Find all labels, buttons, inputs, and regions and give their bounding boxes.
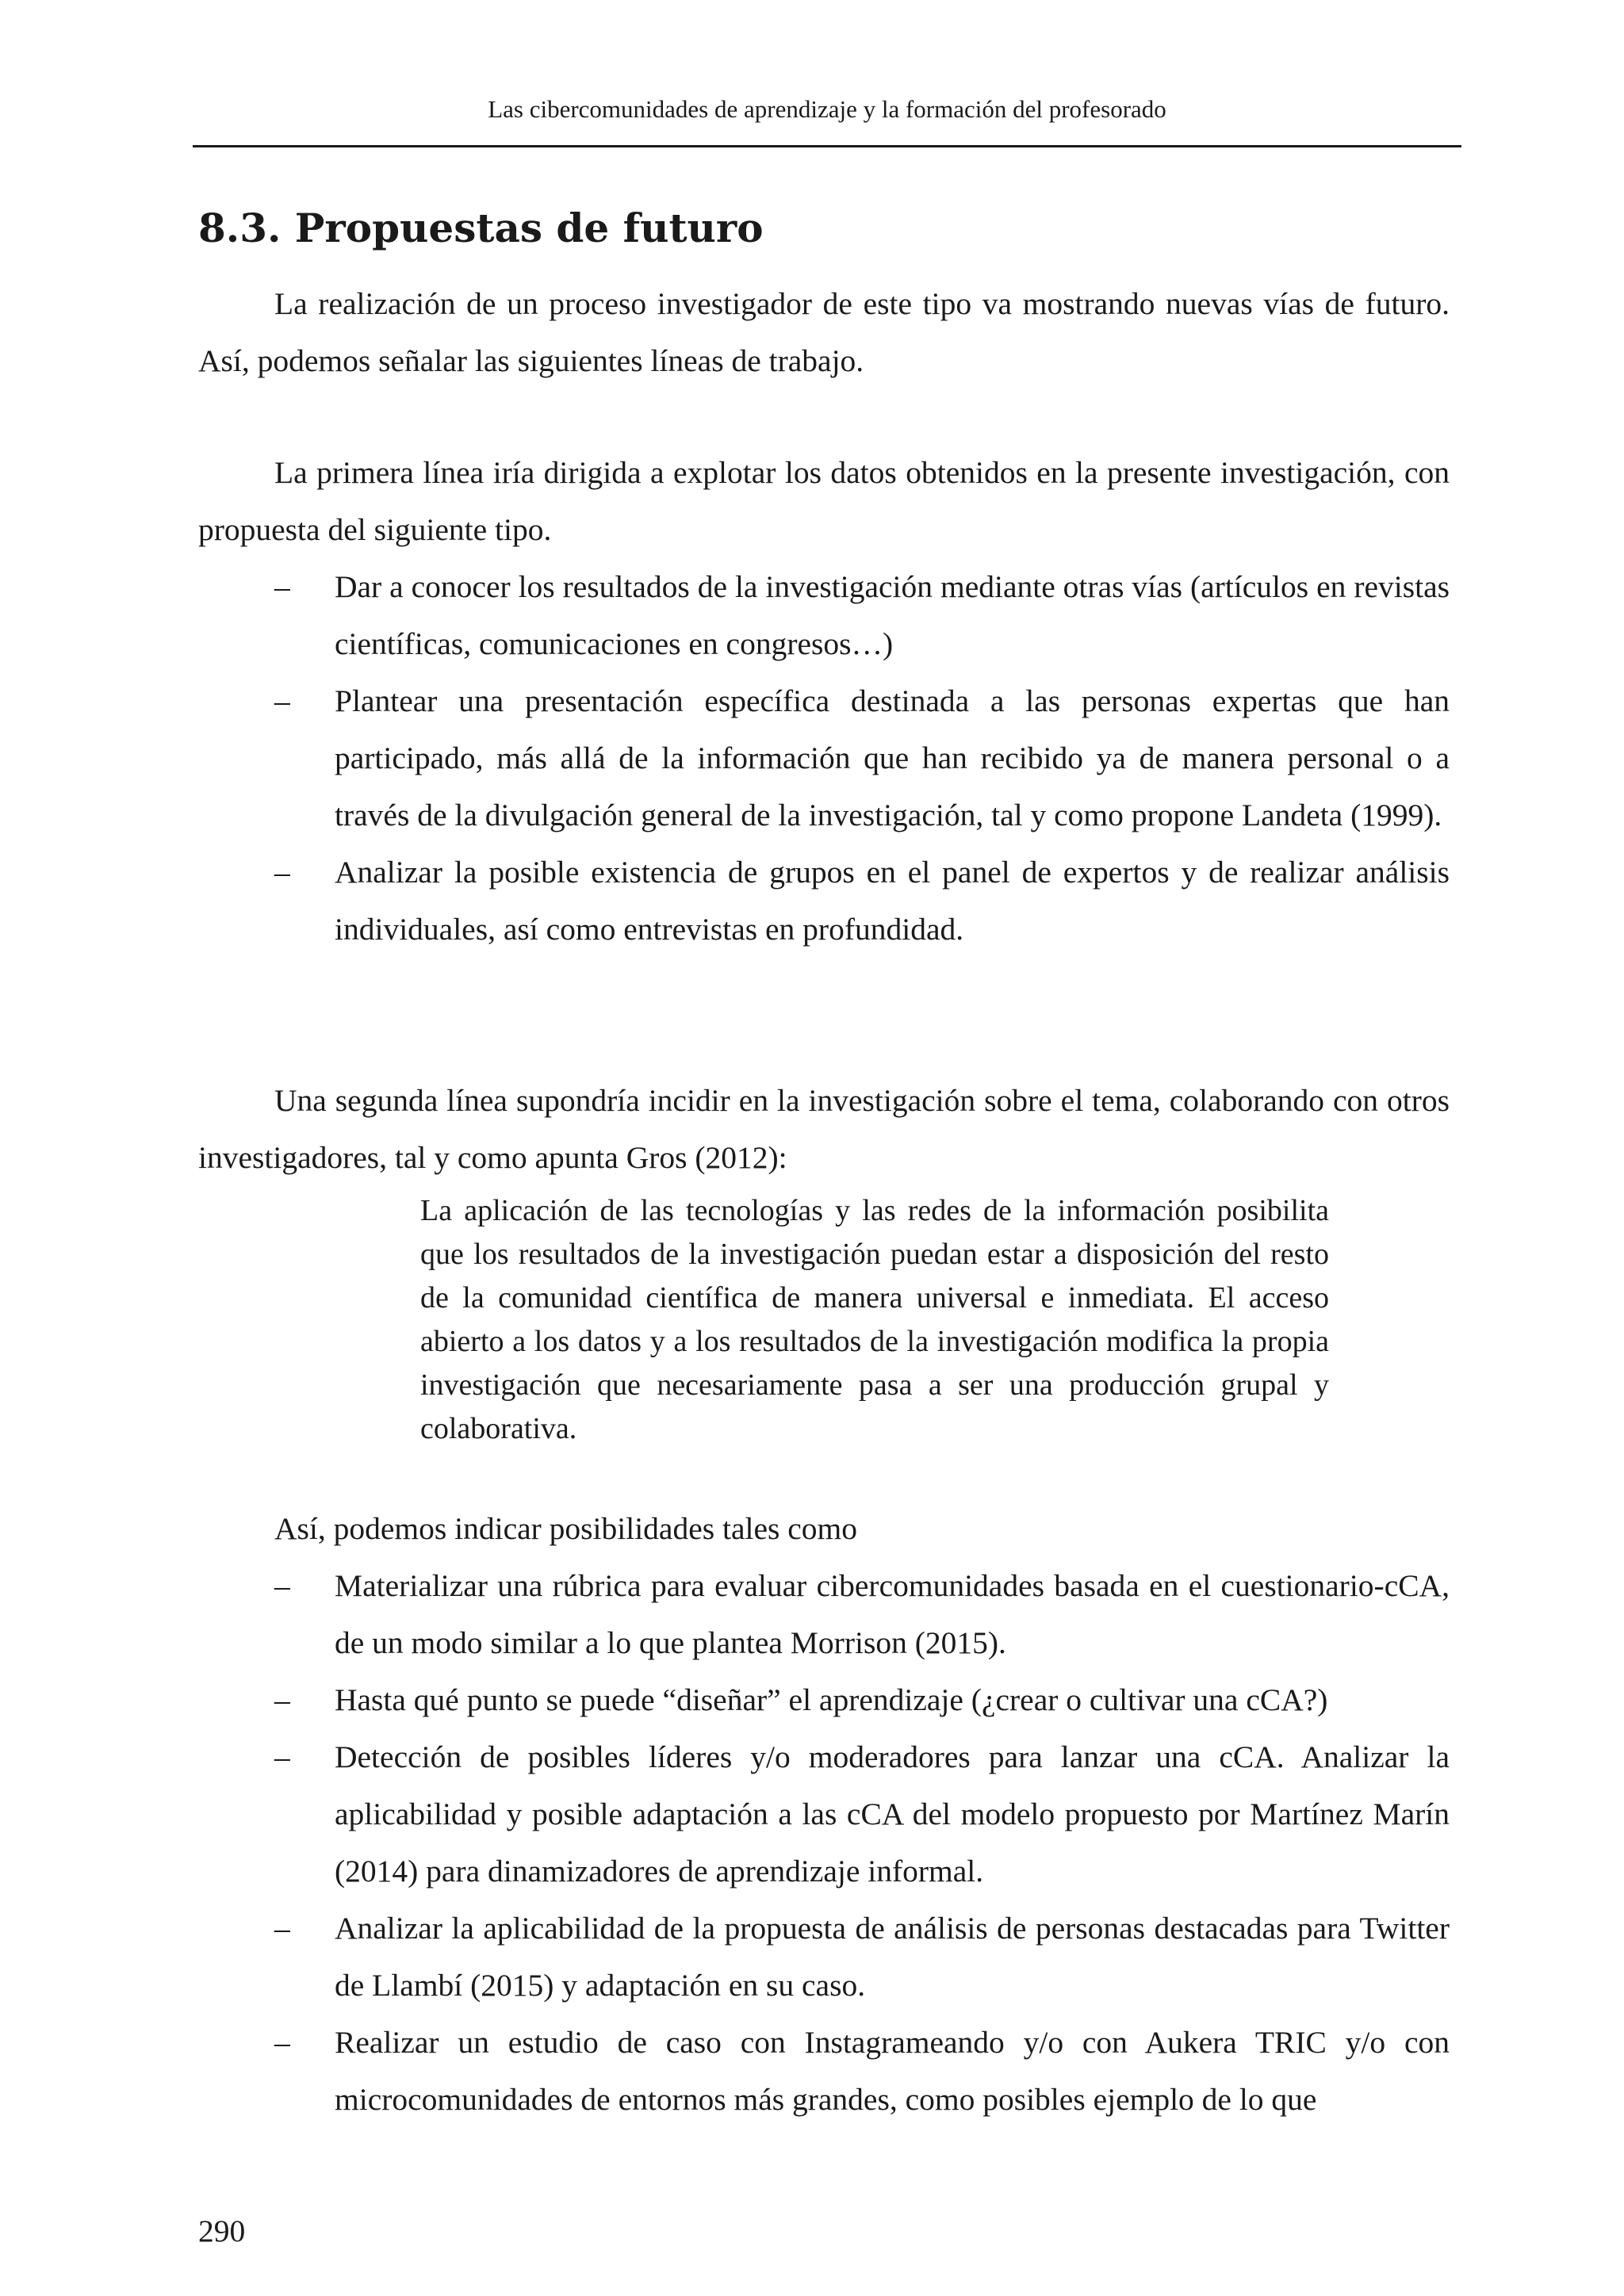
- list-item: [198, 1728, 1450, 1900]
- list-item-text: Analizar la aplicabilidad de la propuesta de análisis de personas destacadas para Twitter de Llambí (2015) y adaptación en su caso.: [335, 1911, 1450, 2003]
- list-item-text: Plantear una presentación específica destinada a las personas expertas que han participado, más allá de la información que han recibido ya de manera personal o a través de la divulgación general de la investigación, tal y como propone Landeta (1999).: [335, 683, 1450, 832]
- dash-bullet: –: [274, 1568, 290, 1603]
- list-item: [198, 1671, 1450, 1728]
- gros-quote: La aplicación de las tecnologías y las redes de la información posibilita que los resultados de la investigación puedan estar a disposición del resto de la comunidad científica de manera universal e inmediata. El acceso abierto a los datos y a los resultados de la investigación modifica la propia investigación que necesariamente pasa a ser una producción grupal y colaborativa.: [420, 1194, 1329, 1445]
- dash-bullet: –: [274, 855, 290, 890]
- future-proposals-list: [198, 558, 1450, 958]
- list-item-text: Dar a conocer los resultados de la investigación mediante otras vías (artículos en revistas científicas, comunicaciones en congresos…): [335, 569, 1450, 661]
- list-item-text: Hasta qué punto se puede “diseñar” el aprendizaje (¿crear o cultivar una cCA?): [335, 1682, 1328, 1717]
- list-item: [198, 672, 1450, 844]
- dash-bullet: –: [274, 1911, 290, 1946]
- running-header: Las cibercomunidades de aprendizaje y la formación del profesorado: [488, 95, 1166, 123]
- possibilities-list: [198, 1557, 1450, 2128]
- list-item-text: Materializar una rúbrica para evaluar cibercomunidades basada en el cuestionario-cCA, de un modo similar a lo que plantea Morrison (2015).: [335, 1568, 1450, 1660]
- list-item-text: Realizar un estudio de caso con Instagrameando y/o con Aukera TRIC y/o con microcomunidades de entornos más grandes, como posibles ejemplo de lo que: [335, 2025, 1450, 2117]
- second-line-paragraph: Una segunda línea supondría incidir en la investigación sobre el tema, colaborando con otros investigadores, tal y como apunta Gros (2012):: [198, 1083, 1450, 1175]
- section-title: 8.3. Propuestas de futuro: [198, 205, 764, 251]
- header-rule: [193, 145, 1461, 147]
- possibilities-paragraph: Así, podemos indicar posibilidades tales como: [274, 1511, 858, 1546]
- page-number: 290: [198, 2214, 246, 2248]
- dash-bullet: –: [274, 1682, 290, 1717]
- list-item-text: Detección de posibles líderes y/o moderadores para lanzar una cCA. Analizar la aplicabilidad y posible adaptación a las cCA del modelo propuesto por Martínez Marín (2014) para dinamizadores de aprendizaje informal.: [335, 1739, 1450, 1888]
- dash-bullet: –: [274, 1739, 290, 1774]
- list-item: [198, 1900, 1450, 2014]
- list-item: [198, 558, 1450, 672]
- list-item-text: Analizar la posible existencia de grupos en el panel de expertos y de realizar análisis individuales, así como entrevistas en profundidad.: [335, 855, 1450, 947]
- dash-bullet: –: [274, 683, 290, 718]
- first-line-paragraph: La primera línea iría dirigida a explotar los datos obtenidos en la presente investigación, con propuesta del siguiente tipo.: [198, 455, 1450, 547]
- list-item: [198, 844, 1450, 958]
- list-item: [198, 1557, 1450, 1671]
- dash-bullet: –: [274, 569, 290, 604]
- dash-bullet: –: [274, 2025, 290, 2060]
- list-item: [198, 2014, 1450, 2128]
- intro-paragraph: La realización de un proceso investigador de este tipo va mostrando nuevas vías de futuro. Así, podemos señalar las siguientes líneas de trabajo.: [198, 286, 1450, 378]
